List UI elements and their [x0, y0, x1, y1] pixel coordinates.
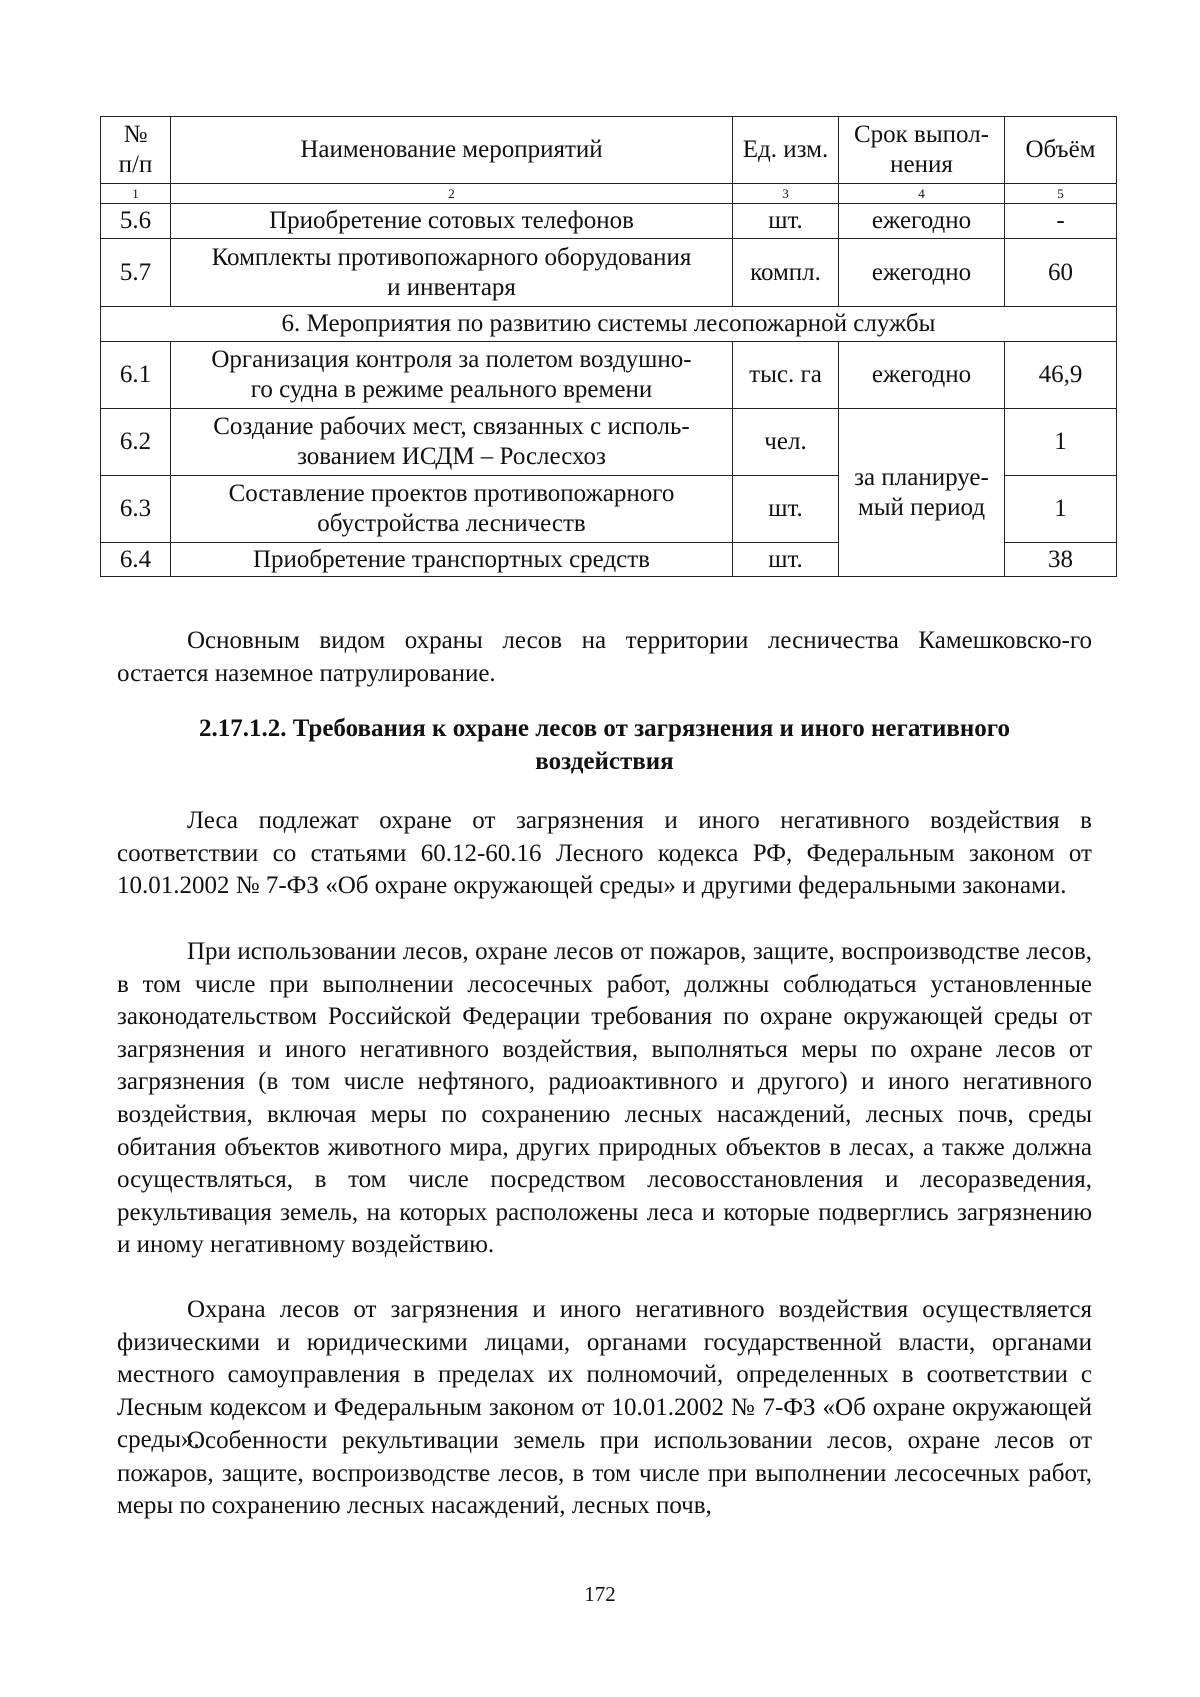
- row-name: Составление проектов противопожарного обустройства лесничеств: [171, 476, 733, 543]
- measures-table: [100, 116, 1117, 577]
- table-row: [101, 409, 1117, 476]
- section-title: 6. Мероприятия по развитию системы лесопожарной службы: [101, 307, 1117, 342]
- paragraph-recultivation: Особенности рекультивации земель при использовании лесов, охране лесов от пожаров, защите, воспроизводстве лесов, в том числе при выполнении лесосечных работ, меры по сохранению лесных насаждений, лесных почв,: [117, 1427, 1092, 1520]
- row-name: Приобретение сотовых телефонов: [171, 204, 733, 239]
- row-name: Приобретение транспортных средств: [171, 543, 733, 577]
- row-volume: 46,9: [1005, 342, 1117, 409]
- table-row: [101, 342, 1117, 409]
- paragraph-requirements: При использовании лесов, охране лесов от пожаров, защите, воспроизводстве лесов, в том числе при выполнении лесосечных работ, должны соблюдаться установленные законодательством Российской Федерации требования по охране окружающей среды от загрязнения и иного негативного воздействия, выполняться меры по охране лесов от загрязнения (в том числе нефтяного, радиоактивного и другого) и иного негативного воздействия, включая меры по сохранению лесных насаждений, лесных почв, среды обитания объектов животного мира, других природных объектов в лесах, а также должна осуществляться, в том числе посредством лесовосстановления и лесоразведения, рекультивация земель, на которых расположены леса и которые подверглись загрязнению и иному негативному воздействию.: [117, 938, 1092, 1259]
- row-volume: 1: [1005, 409, 1117, 476]
- row-unit: шт.: [733, 476, 839, 543]
- row-volume: 1: [1005, 476, 1117, 543]
- page-number: 172: [584, 1582, 616, 1606]
- column-number: 5: [1005, 184, 1117, 204]
- row-volume: 38: [1005, 543, 1117, 577]
- row-unit: шт.: [733, 543, 839, 577]
- row-name: Организация контроля за полетом воздушно- го судна в режиме реального времени: [171, 342, 733, 409]
- row-unit: тыс. га: [733, 342, 839, 409]
- column-number: 3: [733, 184, 839, 204]
- row-number: 6.4: [101, 543, 171, 577]
- table-row: [101, 204, 1117, 239]
- row-volume: 60: [1005, 239, 1117, 307]
- column-number: 1: [101, 184, 171, 204]
- row-unit: компл.: [733, 239, 839, 307]
- column-number-row: [101, 184, 1117, 204]
- header-number: № п/п: [101, 117, 171, 184]
- row-number: 6.2: [101, 409, 171, 476]
- header-term: Срок выпол- нения: [839, 117, 1005, 184]
- paragraph-responsible-parties: Охрана лесов от загрязнения и иного негативного воздействия осуществляется физическими и юридическими лицами, органами государственной власти, органами местного самоуправления в пределах их полномочий, определенных в соответствии с Лесным кодексом и Федеральным законом от 10.01.2002 № 7-ФЗ «Об охране окружающей среды».: [117, 1296, 1092, 1454]
- section-heading: 2.17.1.2. Требования к охране лесов от загрязнения и иного негативного воздействия: [198, 715, 1011, 775]
- paragraph-legal-basis: Леса подлежат охране от загрязнения и иного негативного воздействия в соответствии со статьями 60.12-60.16 Лесного кодекса РФ, Федеральным законом от 10.01.2002 № 7-ФЗ «Об охране окружающей среды» и другими федеральными законами.: [117, 807, 1092, 900]
- row-number: 6.1: [101, 342, 171, 409]
- row-unit: шт.: [733, 204, 839, 239]
- header-unit: Ед. изм.: [733, 117, 839, 184]
- header-name: Наименование мероприятий: [171, 117, 733, 184]
- row-number: 5.6: [101, 204, 171, 239]
- paragraph-ground-patrol: Основным видом охраны лесов на территории лесничества Камешковско-го остается наземное патрулирование.: [117, 627, 1092, 687]
- section-row: [101, 307, 1117, 342]
- row-number: 5.7: [101, 239, 171, 307]
- row-name: Комплекты противопожарного оборудования и инвентаря: [171, 239, 733, 307]
- row-volume: -: [1005, 204, 1117, 239]
- merged-term-cell: за планируе- мый период: [839, 409, 1005, 577]
- row-term: ежегодно: [839, 204, 1005, 239]
- row-number: 6.3: [101, 476, 171, 543]
- row-name: Создание рабочих мест, связанных с исполь- зованием ИСДМ – Рослесхоз: [171, 409, 733, 476]
- row-unit: чел.: [733, 409, 839, 476]
- table-header-row: [101, 117, 1117, 184]
- row-term: ежегодно: [839, 239, 1005, 307]
- table-row: [101, 239, 1117, 307]
- row-term: ежегодно: [839, 342, 1005, 409]
- header-volume: Объём: [1005, 117, 1117, 184]
- column-number: 2: [171, 184, 733, 204]
- column-number: 4: [839, 184, 1005, 204]
